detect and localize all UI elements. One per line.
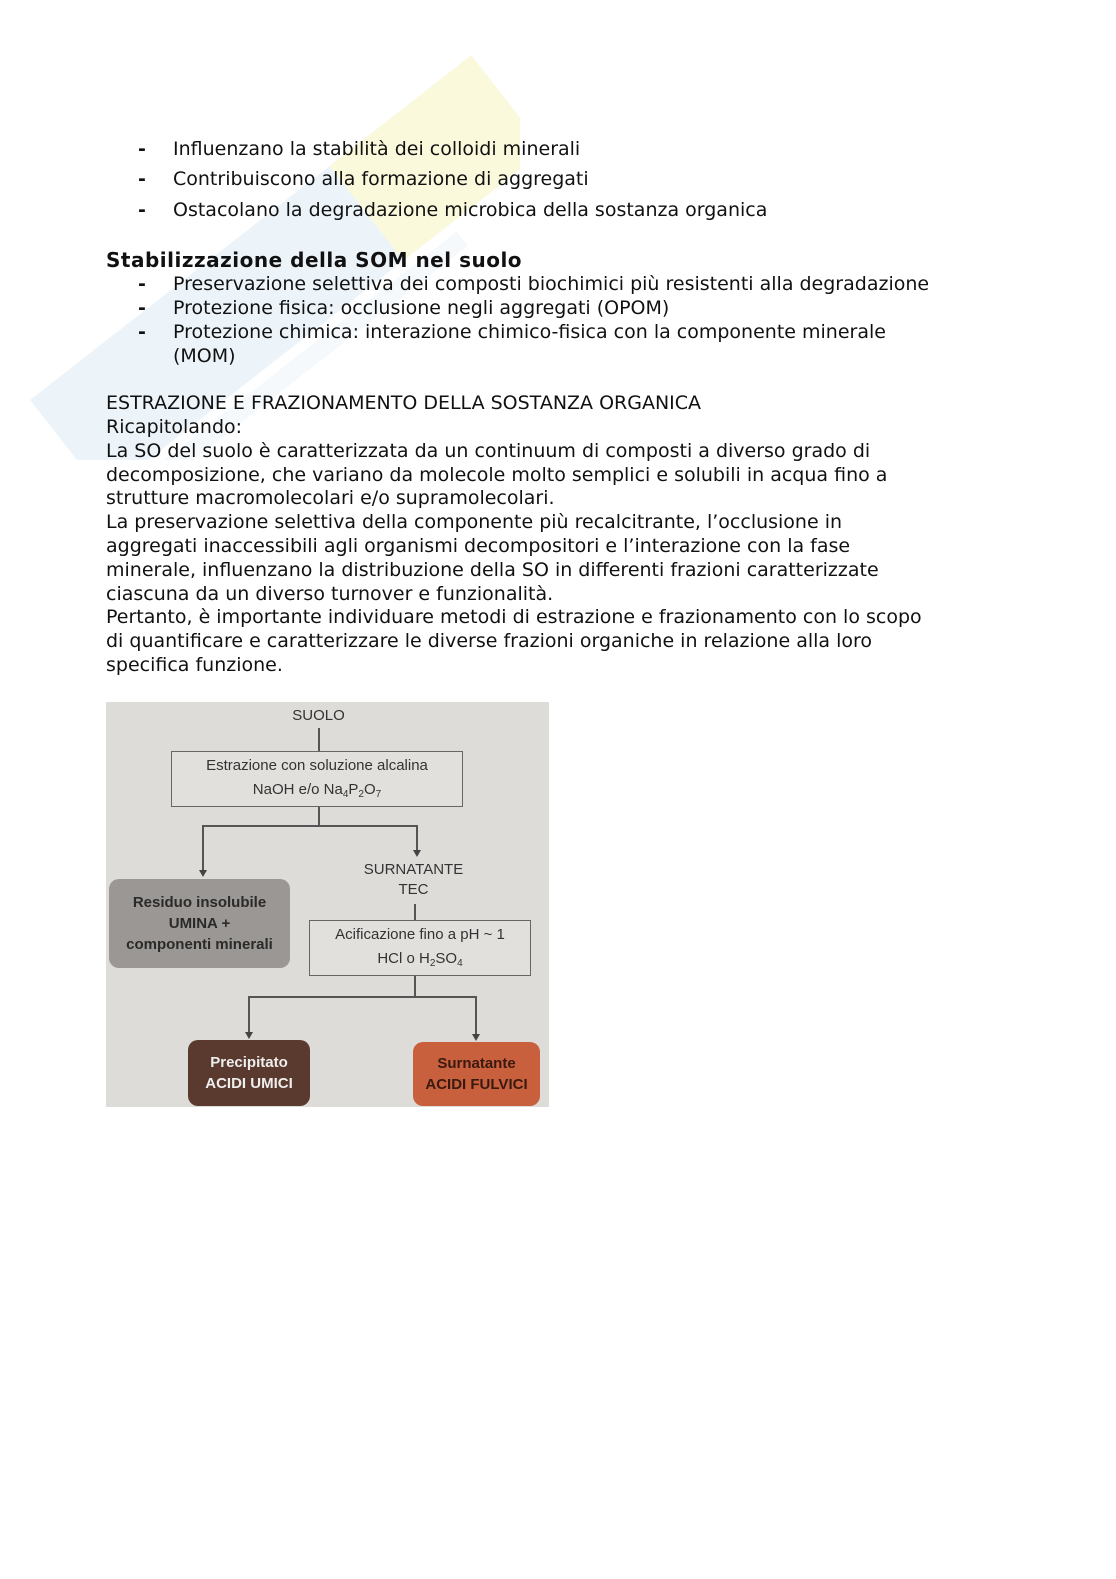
list-item: Preservazione selettiva dei composti biochimici più resistenti alla degradazione: [173, 273, 930, 295]
node-surnatant-tec: SURNATANTE TEC: [363, 861, 464, 898]
bullet-dash: -: [138, 321, 146, 343]
node-extraction: Estrazione con soluzione alcalina NaOH e/o $Na_4P_2O_7$: [171, 751, 463, 807]
body-line: aggregati inaccessibili agli organismi decompositori e l’interazione con la fase: [106, 535, 851, 557]
body-line: specifica funzione.: [106, 654, 283, 676]
body-line: ciascuna da un diverso turnover e funzionalità.: [106, 582, 554, 605]
node-residue: Residuo insolubile UMINA + componenti minerali: [109, 879, 290, 968]
section-heading: Stabilizzazione della SOM nel suolo: [106, 248, 523, 272]
body-line: minerale, influenzano la distribuzione della SO in differenti frazioni caratterizzate: [106, 558, 879, 581]
body-line: Pertanto, è importante individuare metodi di estrazione e frazionamento con lo scopo: [106, 606, 922, 629]
node-humic-acids: Precipitato ACIDI UMICI: [188, 1040, 310, 1106]
bullet-dash: -: [138, 138, 146, 160]
body-title: ESTRAZIONE E FRAZIONAMENTO DELLA SOSTANZA ORGANICA: [106, 392, 702, 414]
body-line: decomposizione, che variano da molecole molto semplici e solubili in acqua fino a: [106, 463, 888, 486]
list-item: Protezione fisica: occlusione negli aggregati (OPOM): [173, 297, 670, 319]
node-suolo: SUOLO: [292, 707, 345, 724]
list-item: Influenzano la stabilità dei colloidi minerali: [173, 138, 581, 160]
node-fulvic-acids: Surnatante ACIDI FULVICI: [413, 1042, 540, 1106]
node-acidification: Acificazione fino a pH ~ 1 HCl o $H_2SO_4$: [309, 920, 531, 976]
list-item-continuation: (MOM): [173, 345, 236, 367]
body-line: di quantificare e caratterizzare le diverse frazioni organiche in relazione alla loro: [106, 630, 873, 653]
list-item: Ostacolano la degradazione microbica della sostanza organica: [173, 199, 768, 221]
watermark-logo: [0, 0, 523, 460]
bullet-dash: -: [138, 168, 146, 190]
body-line: Ricapitolando:: [106, 416, 243, 438]
bullet-dash: -: [138, 273, 146, 295]
list-item: Contribuiscono alla formazione di aggregati: [173, 168, 589, 190]
body-line: strutture macromolecolari e/o supramolecolari.: [106, 487, 555, 510]
body-line: La SO del suolo è caratterizzata da un continuum di composti a diverso grado di: [106, 439, 871, 462]
list-item: Protezione chimica: interazione chimico-fisica con la componente minerale: [173, 321, 886, 343]
body-line: La preservazione selettiva della componente più recalcitrante, l’occlusione in: [106, 511, 843, 534]
bullet-dash: -: [138, 297, 146, 319]
flowchart-figure: [106, 702, 549, 1107]
bullet-dash: -: [138, 199, 146, 221]
